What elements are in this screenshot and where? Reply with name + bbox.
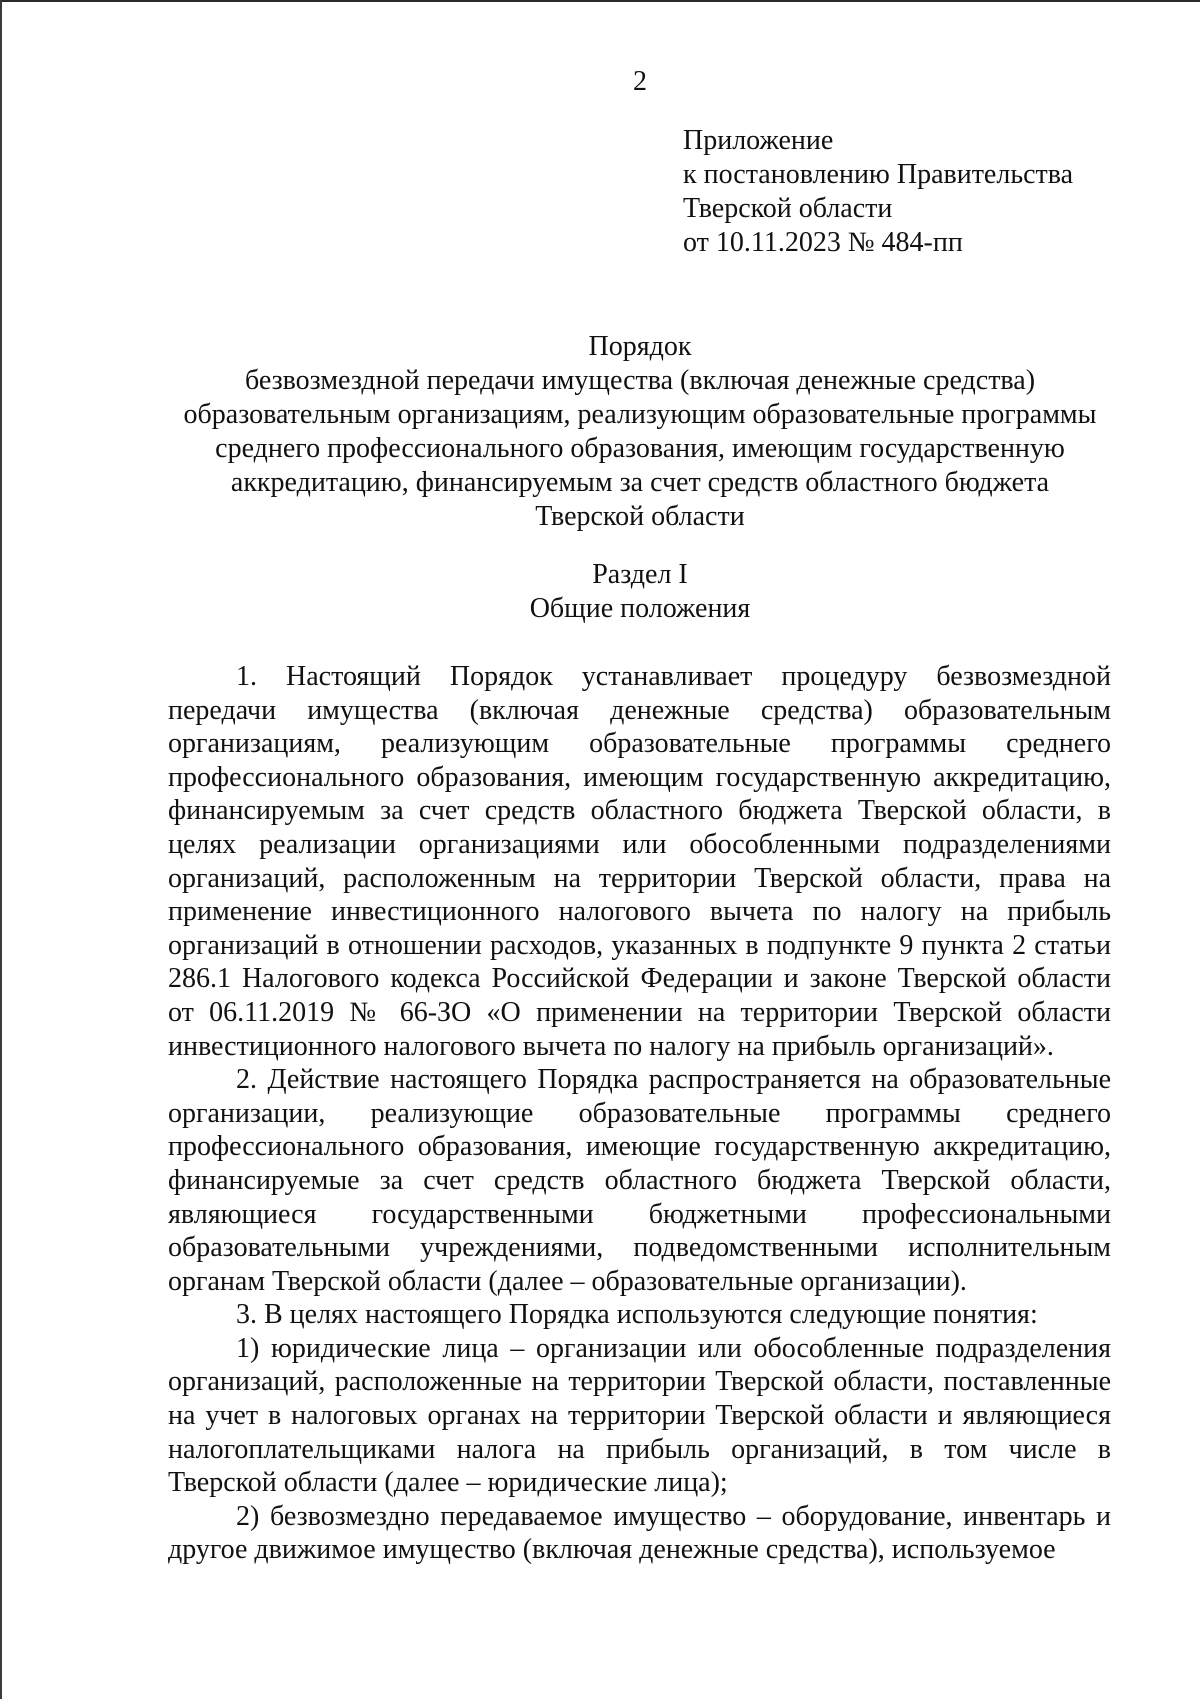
appendix-block bbox=[683, 124, 1073, 260]
paragraph-3: 3. В целях настоящего Порядка используются следующие понятия: bbox=[236, 1299, 1038, 1331]
document-body bbox=[168, 660, 1111, 1567]
title-line-5: Тверской области bbox=[535, 501, 745, 532]
section-heading bbox=[150, 558, 1130, 626]
title-line-4: аккредитацию, финансируемым за счет средств областного бюджета bbox=[230, 467, 1050, 498]
appendix-line-2: к постановлению Правительства bbox=[683, 159, 1074, 190]
scan-top-edge bbox=[0, 0, 1200, 2]
title-line-3: среднего профессионального образования, имеющим государственную bbox=[215, 433, 1065, 464]
section-number: Раздел I bbox=[592, 559, 688, 590]
paragraph-4: 1) юридические лица – организации или обособленные подразделения организаций, расположенные на территории Тверской области, поставленные на учет в налоговых органах на территории Тверской области и являющиеся налогоплательщиками налога на прибыль организаций, в том числе в Тверской области (далее – юридические лица); bbox=[168, 1332, 1111, 1499]
title-line-1: безвозмездной передачи имущества (включая денежные средства) bbox=[244, 365, 1036, 396]
appendix-line-1: Приложение bbox=[683, 125, 834, 156]
page-number: 2 bbox=[633, 66, 647, 97]
appendix-line-4: от 10.11.2023 № 484-пп bbox=[683, 227, 963, 258]
paragraph-5: 2) безвозмездно передаваемое имущество – оборудование, инвентарь и другое движимое имущество (включая денежные средства), используемое bbox=[168, 1500, 1111, 1566]
scan-left-edge bbox=[0, 0, 2, 1699]
title-line-2: образовательным организациям, реализующим образовательные программы bbox=[183, 399, 1097, 430]
section-name: Общие положения bbox=[529, 593, 751, 624]
title-heading: Порядок bbox=[588, 331, 692, 362]
paragraph-1: 1. Настоящий Порядок устанавливает процедуру безвозмездной передачи имущества (включая денежные средства) образовательным организациям, реализующим образовательные программы среднего профессионального образования, имеющим государственную аккредитацию, финансируемым за счет средств областного бюджета Тверской области, в целях реализации организациями или обособленными подразделениями организаций, расположенным на территории Тверской области, права на применение инвестиционного налогового вычета по налогу на прибыль организаций в отношении расходов, указанных в подпункте 9 пункта 2 статьи 286.1 Налогового кодекса Российской Федерации и законе Тверской области от 06.11.2019 № 66-ЗО «О применении на территории Тверской области инвестиционного налогового вычета по налогу на прибыль организаций». bbox=[168, 661, 1111, 1062]
paragraph-2: 2. Действие настоящего Порядка распространяется на образовательные организации, реализующие образовательные программы среднего профессионального образования, имеющие государственную аккредитацию, финансируемые за счет средств областного бюджета Тверской области, являющиеся государственными бюджетными профессиональными образовательными учреждениями, подведомственными исполнительным органам Тверской области (далее – образовательные организации). bbox=[168, 1064, 1111, 1297]
document-title bbox=[150, 330, 1130, 534]
appendix-line-3: Тверской области bbox=[683, 193, 893, 224]
